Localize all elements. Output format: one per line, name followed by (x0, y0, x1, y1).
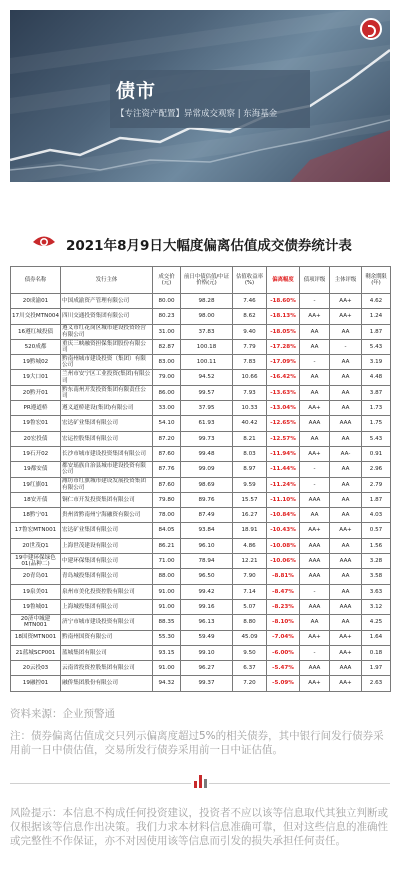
cell-remaining-term: 1.87 (362, 324, 391, 339)
header-price: 成交价(元) (153, 267, 181, 294)
cell-bond-name: 17鲁宏MTN001 (11, 523, 61, 538)
table-row (11, 401, 391, 416)
table-row (11, 615, 391, 630)
cell-price: 86.00 (153, 385, 181, 400)
cell-bond-rating: AAA (300, 492, 330, 507)
cell-remaining-term: 3.28 (362, 554, 391, 569)
cell-yield: 7.93 (233, 385, 267, 400)
cell-deviation: -7.04% (267, 630, 300, 645)
header-deviation: 偏离幅度 (267, 267, 300, 294)
cell-remaining-term: 3.12 (362, 599, 391, 614)
cell-valuation: 100.11 (181, 355, 233, 370)
cell-yield: 8.97 (233, 462, 267, 477)
cell-yield: 6.37 (233, 661, 267, 676)
cell-issuer: 长沙市城市建设投资集团有限公司 (61, 446, 153, 461)
cell-issuer-rating: AAA (330, 661, 362, 676)
cell-bond-name: 20云投03 (11, 661, 61, 676)
cell-deviation: -10.08% (267, 538, 300, 553)
cell-bond-name: 19中建环保绿色01(品种二) (11, 554, 61, 569)
cell-issuer: 潍坊市红旗城市建设发展投资集团有限公司 (61, 477, 153, 492)
table-row (11, 676, 391, 691)
cell-issuer-rating: AA (330, 538, 362, 553)
cell-bond-rating: AA+ (300, 676, 330, 691)
cell-bond-name: 19红旗01 (11, 477, 61, 492)
cell-bond-name: 520成都 (11, 339, 61, 354)
cell-issuer: 遵义道桥建设(集团)有限公司 (61, 401, 153, 416)
cell-price: 91.00 (153, 661, 181, 676)
cell-valuation: 98.69 (181, 477, 233, 492)
cell-deviation: -5.47% (267, 661, 300, 676)
cell-price: 80.23 (153, 309, 181, 324)
cell-bond-rating: AAA (300, 538, 330, 553)
cell-issuer-rating: AAA (330, 554, 362, 569)
cell-issuer: 重庆三峡融资担保集团股份有限公司 (61, 339, 153, 354)
cell-bond-name: 20成渝01 (11, 294, 61, 309)
cell-price: 55.30 (153, 630, 181, 645)
cell-remaining-term: 1.75 (362, 416, 391, 431)
cell-price: 88.35 (153, 615, 181, 630)
cell-bond-name: 18国资MTN001 (11, 630, 61, 645)
cell-bond-rating: AA+ (300, 446, 330, 461)
cell-remaining-term: 4.25 (362, 615, 391, 630)
cell-issuer: 四川交通投资集团有限公司 (61, 309, 153, 324)
cell-remaining-term: 2.63 (362, 676, 391, 691)
cell-bond-name: 18黔宁01 (11, 508, 61, 523)
cell-deviation: -8.81% (267, 569, 300, 584)
cell-issuer-rating: AA+ (330, 676, 362, 691)
cell-remaining-term: 4.03 (362, 508, 391, 523)
cell-valuation: 99.16 (181, 599, 233, 614)
cell-issuer-rating: AA+ (330, 523, 362, 538)
header-issuer-rating: 主体评级 (330, 267, 362, 294)
cell-deviation: -12.57% (267, 431, 300, 446)
cell-deviation: -11.10% (267, 492, 300, 507)
cell-issuer: 黔东南州开发投资集团有限责任公司 (61, 385, 153, 400)
cell-valuation: 89.76 (181, 492, 233, 507)
table-row (11, 370, 391, 385)
cell-yield: 9.40 (233, 324, 267, 339)
header-bond-rating: 债项评级 (300, 267, 330, 294)
cell-bond-rating: AA+ (300, 523, 330, 538)
cell-deviation: -6.00% (267, 645, 300, 660)
cell-price: 79.00 (153, 370, 181, 385)
cell-issuer-rating: AA (330, 477, 362, 492)
cell-valuation: 100.18 (181, 339, 233, 354)
table-row (11, 554, 391, 569)
table-row (11, 584, 391, 599)
cell-yield: 7.90 (233, 569, 267, 584)
cell-price: 80.00 (153, 294, 181, 309)
title-row (10, 233, 390, 253)
cell-issuer-rating: AA (330, 324, 362, 339)
cell-yield: 8.03 (233, 446, 267, 461)
cell-bond-name: 20黔开01 (11, 385, 61, 400)
cell-issuer: 泉州市美化投资控股有限公司 (61, 584, 153, 599)
cell-price: 91.00 (153, 599, 181, 614)
table-row (11, 645, 391, 660)
cell-remaining-term: 1.64 (362, 630, 391, 645)
cell-price: 31.00 (153, 324, 181, 339)
cell-bond-rating: AA (300, 431, 330, 446)
cell-valuation: 99.10 (181, 645, 233, 660)
table-row (11, 385, 391, 400)
cell-bond-rating: - (300, 294, 330, 309)
cell-deviation: -18.05% (267, 324, 300, 339)
cell-bond-name: 19泉美01 (11, 584, 61, 599)
cell-issuer: 融侨集团股份有限公司 (61, 676, 153, 691)
cell-price: 87.60 (153, 446, 181, 461)
table-row (11, 355, 391, 370)
cell-issuer-rating: AA (330, 492, 362, 507)
cell-issuer-rating: AA- (330, 446, 362, 461)
cell-yield: 8.62 (233, 309, 267, 324)
table-row (11, 477, 391, 492)
cell-bond-rating: AAA (300, 569, 330, 584)
page-title: 2021年8月9日大幅度偏离估值成交债券统计表 (66, 238, 352, 254)
cell-remaining-term: 3.58 (362, 569, 391, 584)
cell-bond-name: 19黔城02 (11, 355, 61, 370)
cell-deviation: -17.09% (267, 355, 300, 370)
cell-valuation: 87.49 (181, 508, 233, 523)
cell-price: 94.32 (153, 676, 181, 691)
cell-remaining-term: 0.91 (362, 446, 391, 461)
cell-price: 93.15 (153, 645, 181, 660)
cell-bond-rating: AA (300, 385, 330, 400)
cell-deviation: -11.24% (267, 477, 300, 492)
cell-price: 71.00 (153, 554, 181, 569)
cell-yield: 12.21 (233, 554, 267, 569)
cell-issuer-rating: AA+ (330, 309, 362, 324)
table-header-row (11, 267, 391, 294)
table-row (11, 294, 391, 309)
cell-bond-rating: AAA (300, 554, 330, 569)
cell-bond-rating: AAA (300, 416, 330, 431)
cell-deviation: -11.44% (267, 462, 300, 477)
cell-issuer-rating: AA (330, 462, 362, 477)
cell-yield: 40.42 (233, 416, 267, 431)
cell-remaining-term: 1.87 (362, 492, 391, 507)
cell-bond-name: 19鲁宏01 (11, 416, 61, 431)
header-yield: 估值收益率(%) (233, 267, 267, 294)
cell-issuer: 上海世茂建设有限公司 (61, 538, 153, 553)
cell-remaining-term: 5.43 (362, 339, 391, 354)
cell-remaining-term: 4.48 (362, 370, 391, 385)
cell-remaining-term: 1.24 (362, 309, 391, 324)
cell-yield: 7.46 (233, 294, 267, 309)
cell-yield: 15.57 (233, 492, 267, 507)
cell-remaining-term: 3.63 (362, 584, 391, 599)
cell-deviation: -12.65% (267, 416, 300, 431)
cell-issuer-rating: AA (330, 385, 362, 400)
cell-issuer-rating: AA (330, 508, 362, 523)
table-row (11, 508, 391, 523)
cell-issuer-rating: AA (330, 569, 362, 584)
cell-issuer: 青岛城投集团有限公司 (61, 569, 153, 584)
cell-yield: 7.20 (233, 676, 267, 691)
cell-issuer: 遵义市红花岗区城市建设投资经营有限公司 (61, 324, 153, 339)
cell-bond-name: 18安开债 (11, 492, 61, 507)
cell-deviation: -10.43% (267, 523, 300, 538)
cell-valuation: 98.28 (181, 294, 233, 309)
cell-bond-rating: AA+ (300, 630, 330, 645)
cell-deviation: -16.42% (267, 370, 300, 385)
risk-note: 风险提示：本信息不构成任何投资建议，投资者不应以该等信息取代其独立判断或仅根据该等信息作出决策。我们力求本材料信息准确可靠，但对这些信息的准确性或完整性不作保证，亦不对因使用该等信息而引发的损失承担任何责任。 (10, 807, 388, 847)
cell-price: 84.05 (153, 523, 181, 538)
cell-issuer-rating: AA+ (330, 645, 362, 660)
cell-remaining-term: 1.56 (362, 538, 391, 553)
cell-price: 83.00 (153, 355, 181, 370)
cell-yield: 7.14 (233, 584, 267, 599)
cell-issuer: 云南省投资控股集团有限公司 (61, 661, 153, 676)
eye-icon (32, 233, 56, 249)
cell-valuation: 94.52 (181, 370, 233, 385)
cell-price: 87.76 (153, 462, 181, 477)
cell-price: 82.87 (153, 339, 181, 354)
cell-bond-name: PR遵道桥 (11, 401, 61, 416)
table-row (11, 431, 391, 446)
cell-issuer-rating: AAA (330, 416, 362, 431)
cell-remaining-term: 2.96 (362, 462, 391, 477)
cell-bond-rating: AA+ (300, 401, 330, 416)
cell-issuer: 宏达矿业集团有限公司 (61, 523, 153, 538)
cell-yield: 18.91 (233, 523, 267, 538)
cell-bond-rating: - (300, 645, 330, 660)
cell-issuer-rating: AAA (330, 599, 362, 614)
table-row (11, 324, 391, 339)
cell-valuation: 78.94 (181, 554, 233, 569)
cell-price: 91.00 (153, 584, 181, 599)
cell-valuation: 98.00 (181, 309, 233, 324)
cell-issuer-rating: AA+ (330, 630, 362, 645)
cell-deviation: -13.04% (267, 401, 300, 416)
cell-valuation: 99.42 (181, 584, 233, 599)
cell-bond-rating: AA (300, 339, 330, 354)
header-valuation: 前日中债估值/中证价格(元) (181, 267, 233, 294)
table-row (11, 630, 391, 645)
cell-issuer: 黔南州城市建设投资（集团）有限公司 (61, 355, 153, 370)
header-remaining-term: 剩余期限(年) (362, 267, 391, 294)
cell-valuation: 96.27 (181, 661, 233, 676)
cell-remaining-term: 3.87 (362, 385, 391, 400)
table-row (11, 599, 391, 614)
cell-bond-name: 20青岛01 (11, 569, 61, 584)
cell-remaining-term: 5.43 (362, 431, 391, 446)
cell-deviation: -8.47% (267, 584, 300, 599)
cell-issuer-rating: AA (330, 431, 362, 446)
cell-valuation: 93.84 (181, 523, 233, 538)
cell-deviation: -18.60% (267, 294, 300, 309)
table-row (11, 523, 391, 538)
cell-yield: 9.59 (233, 477, 267, 492)
table-row (11, 446, 391, 461)
cell-deviation: -5.09% (267, 676, 300, 691)
cell-bond-rating: - (300, 462, 330, 477)
cell-bond-name: 20济中城建MTN001 (11, 615, 61, 630)
cell-bond-name: 19融控01 (11, 676, 61, 691)
cell-issuer: 都安瑶族自治县城市建设投资有限公司 (61, 462, 153, 477)
header-banner (10, 10, 390, 182)
cell-deviation: -13.63% (267, 385, 300, 400)
cell-valuation: 61.93 (181, 416, 233, 431)
cell-bond-name: 21蓝城SCP001 (11, 645, 61, 660)
cell-issuer: 蓝城集团有限公司 (61, 645, 153, 660)
cell-valuation: 99.73 (181, 431, 233, 446)
cell-yield: 8.80 (233, 615, 267, 630)
cell-valuation: 59.49 (181, 630, 233, 645)
cell-issuer: 兰州市安宁区工业投资(集团)有限公司 (61, 370, 153, 385)
banner-subtitle: 【专注资产配置】异常成交观察 | 东海基金 (116, 109, 278, 119)
cell-issuer-rating: - (330, 339, 362, 354)
table-row (11, 492, 391, 507)
table-row (11, 309, 391, 324)
cell-yield: 45.09 (233, 630, 267, 645)
cell-valuation: 99.48 (181, 446, 233, 461)
cell-bond-rating: AA (300, 370, 330, 385)
table-row (11, 339, 391, 354)
cell-valuation: 37.95 (181, 401, 233, 416)
cell-valuation: 96.13 (181, 615, 233, 630)
table-row (11, 569, 391, 584)
table-row (11, 416, 391, 431)
cell-issuer: 铜仁市开发投资集团有限公司 (61, 492, 153, 507)
cell-yield: 5.07 (233, 599, 267, 614)
cell-valuation: 99.57 (181, 385, 233, 400)
cell-bond-rating: - (300, 355, 330, 370)
cell-remaining-term: 4.62 (362, 294, 391, 309)
cell-bond-rating: - (300, 477, 330, 492)
cell-bond-name: 19都安债 (11, 462, 61, 477)
cell-remaining-term: 1.97 (362, 661, 391, 676)
cell-price: 54.10 (153, 416, 181, 431)
cell-yield: 4.86 (233, 538, 267, 553)
cell-issuer-rating: AA (330, 370, 362, 385)
cell-issuer-rating: AA (330, 401, 362, 416)
bar-chart-icon (191, 773, 209, 791)
cell-valuation: 96.10 (181, 538, 233, 553)
cell-valuation: 37.83 (181, 324, 233, 339)
cell-remaining-term: 3.19 (362, 355, 391, 370)
cell-bond-rating: AA+ (300, 309, 330, 324)
cell-bond-rating: AA (300, 615, 330, 630)
cell-issuer-rating: AA (330, 584, 362, 599)
banner-title: 债市 (116, 80, 157, 102)
cell-bond-name: 20宏投债 (11, 431, 61, 446)
cell-price: 33.00 (153, 401, 181, 416)
cell-yield: 7.79 (233, 339, 267, 354)
cell-bond-rating: AAA (300, 599, 330, 614)
cell-yield: 7.83 (233, 355, 267, 370)
cell-bond-rating: - (300, 584, 330, 599)
cell-yield: 10.66 (233, 370, 267, 385)
cell-bond-name: 19鲁城01 (11, 599, 61, 614)
cell-remaining-term: 0.57 (362, 523, 391, 538)
cell-yield: 16.27 (233, 508, 267, 523)
cell-price: 78.00 (153, 508, 181, 523)
cell-issuer: 中建环保集团有限公司 (61, 554, 153, 569)
cell-remaining-term: 0.18 (362, 645, 391, 660)
cell-issuer: 贵州省黔南州宁海融资有限公司 (61, 508, 153, 523)
table-row (11, 462, 391, 477)
cell-price: 87.20 (153, 431, 181, 446)
cell-price: 86.21 (153, 538, 181, 553)
cell-price: 87.60 (153, 477, 181, 492)
cell-price: 79.80 (153, 492, 181, 507)
cell-issuer-rating: AA (330, 615, 362, 630)
header-issuer: 发行主体 (61, 267, 153, 294)
cell-bond-name: 20世茂Q1 (11, 538, 61, 553)
cell-yield: 8.21 (233, 431, 267, 446)
source-note: 资料来源：企业预警通 (10, 708, 115, 720)
cell-remaining-term: 2.79 (362, 477, 391, 492)
table-row (11, 661, 391, 676)
cell-issuer-rating: AA+ (330, 294, 362, 309)
cell-bond-name: 16遵红城投债 (11, 324, 61, 339)
cell-valuation: 99.09 (181, 462, 233, 477)
logo-icon (360, 18, 382, 40)
cell-deviation: -8.23% (267, 599, 300, 614)
cell-bond-name: 19大口01 (11, 370, 61, 385)
cell-bond-rating: AA (300, 508, 330, 523)
cell-issuer: 中国成渝资产管理有限公司 (61, 294, 153, 309)
cell-yield: 10.33 (233, 401, 267, 416)
cell-deviation: -8.10% (267, 615, 300, 630)
cell-bond-name: 19石开02 (11, 446, 61, 461)
cell-issuer: 上海城投集团有限公司 (61, 599, 153, 614)
cell-issuer: 宏达矿业集团有限公司 (61, 416, 153, 431)
cell-issuer: 宏运控股集团有限公司 (61, 431, 153, 446)
cell-bond-rating: AAA (300, 661, 330, 676)
cell-valuation: 96.50 (181, 569, 233, 584)
cell-bond-name: 17川交投MTN004 (11, 309, 61, 324)
cell-deviation: -10.84% (267, 508, 300, 523)
cell-yield: 9.50 (233, 645, 267, 660)
cell-deviation: -11.94% (267, 446, 300, 461)
cell-deviation: -18.13% (267, 309, 300, 324)
cell-deviation: -10.06% (267, 554, 300, 569)
cell-remaining-term: 1.73 (362, 401, 391, 416)
cell-price: 88.00 (153, 569, 181, 584)
cell-issuer-rating: AA (330, 355, 362, 370)
table-row (11, 538, 391, 553)
cell-deviation: -17.28% (267, 339, 300, 354)
cell-issuer: 济宁市城市建设投资有限公司 (61, 615, 153, 630)
cell-valuation: 99.37 (181, 676, 233, 691)
footnote: 注：债券偏离估值成交只列示偏离度超过5%的相关债券，其中银行间发行债券采用前一日中债估值，交易所发行债券采用前一日中证估值。 (10, 730, 384, 756)
header-bond-name: 债券名称 (11, 267, 61, 294)
bond-table (10, 266, 390, 692)
cell-bond-rating: AA (300, 324, 330, 339)
cell-issuer: 黔南州国资有限公司 (61, 630, 153, 645)
